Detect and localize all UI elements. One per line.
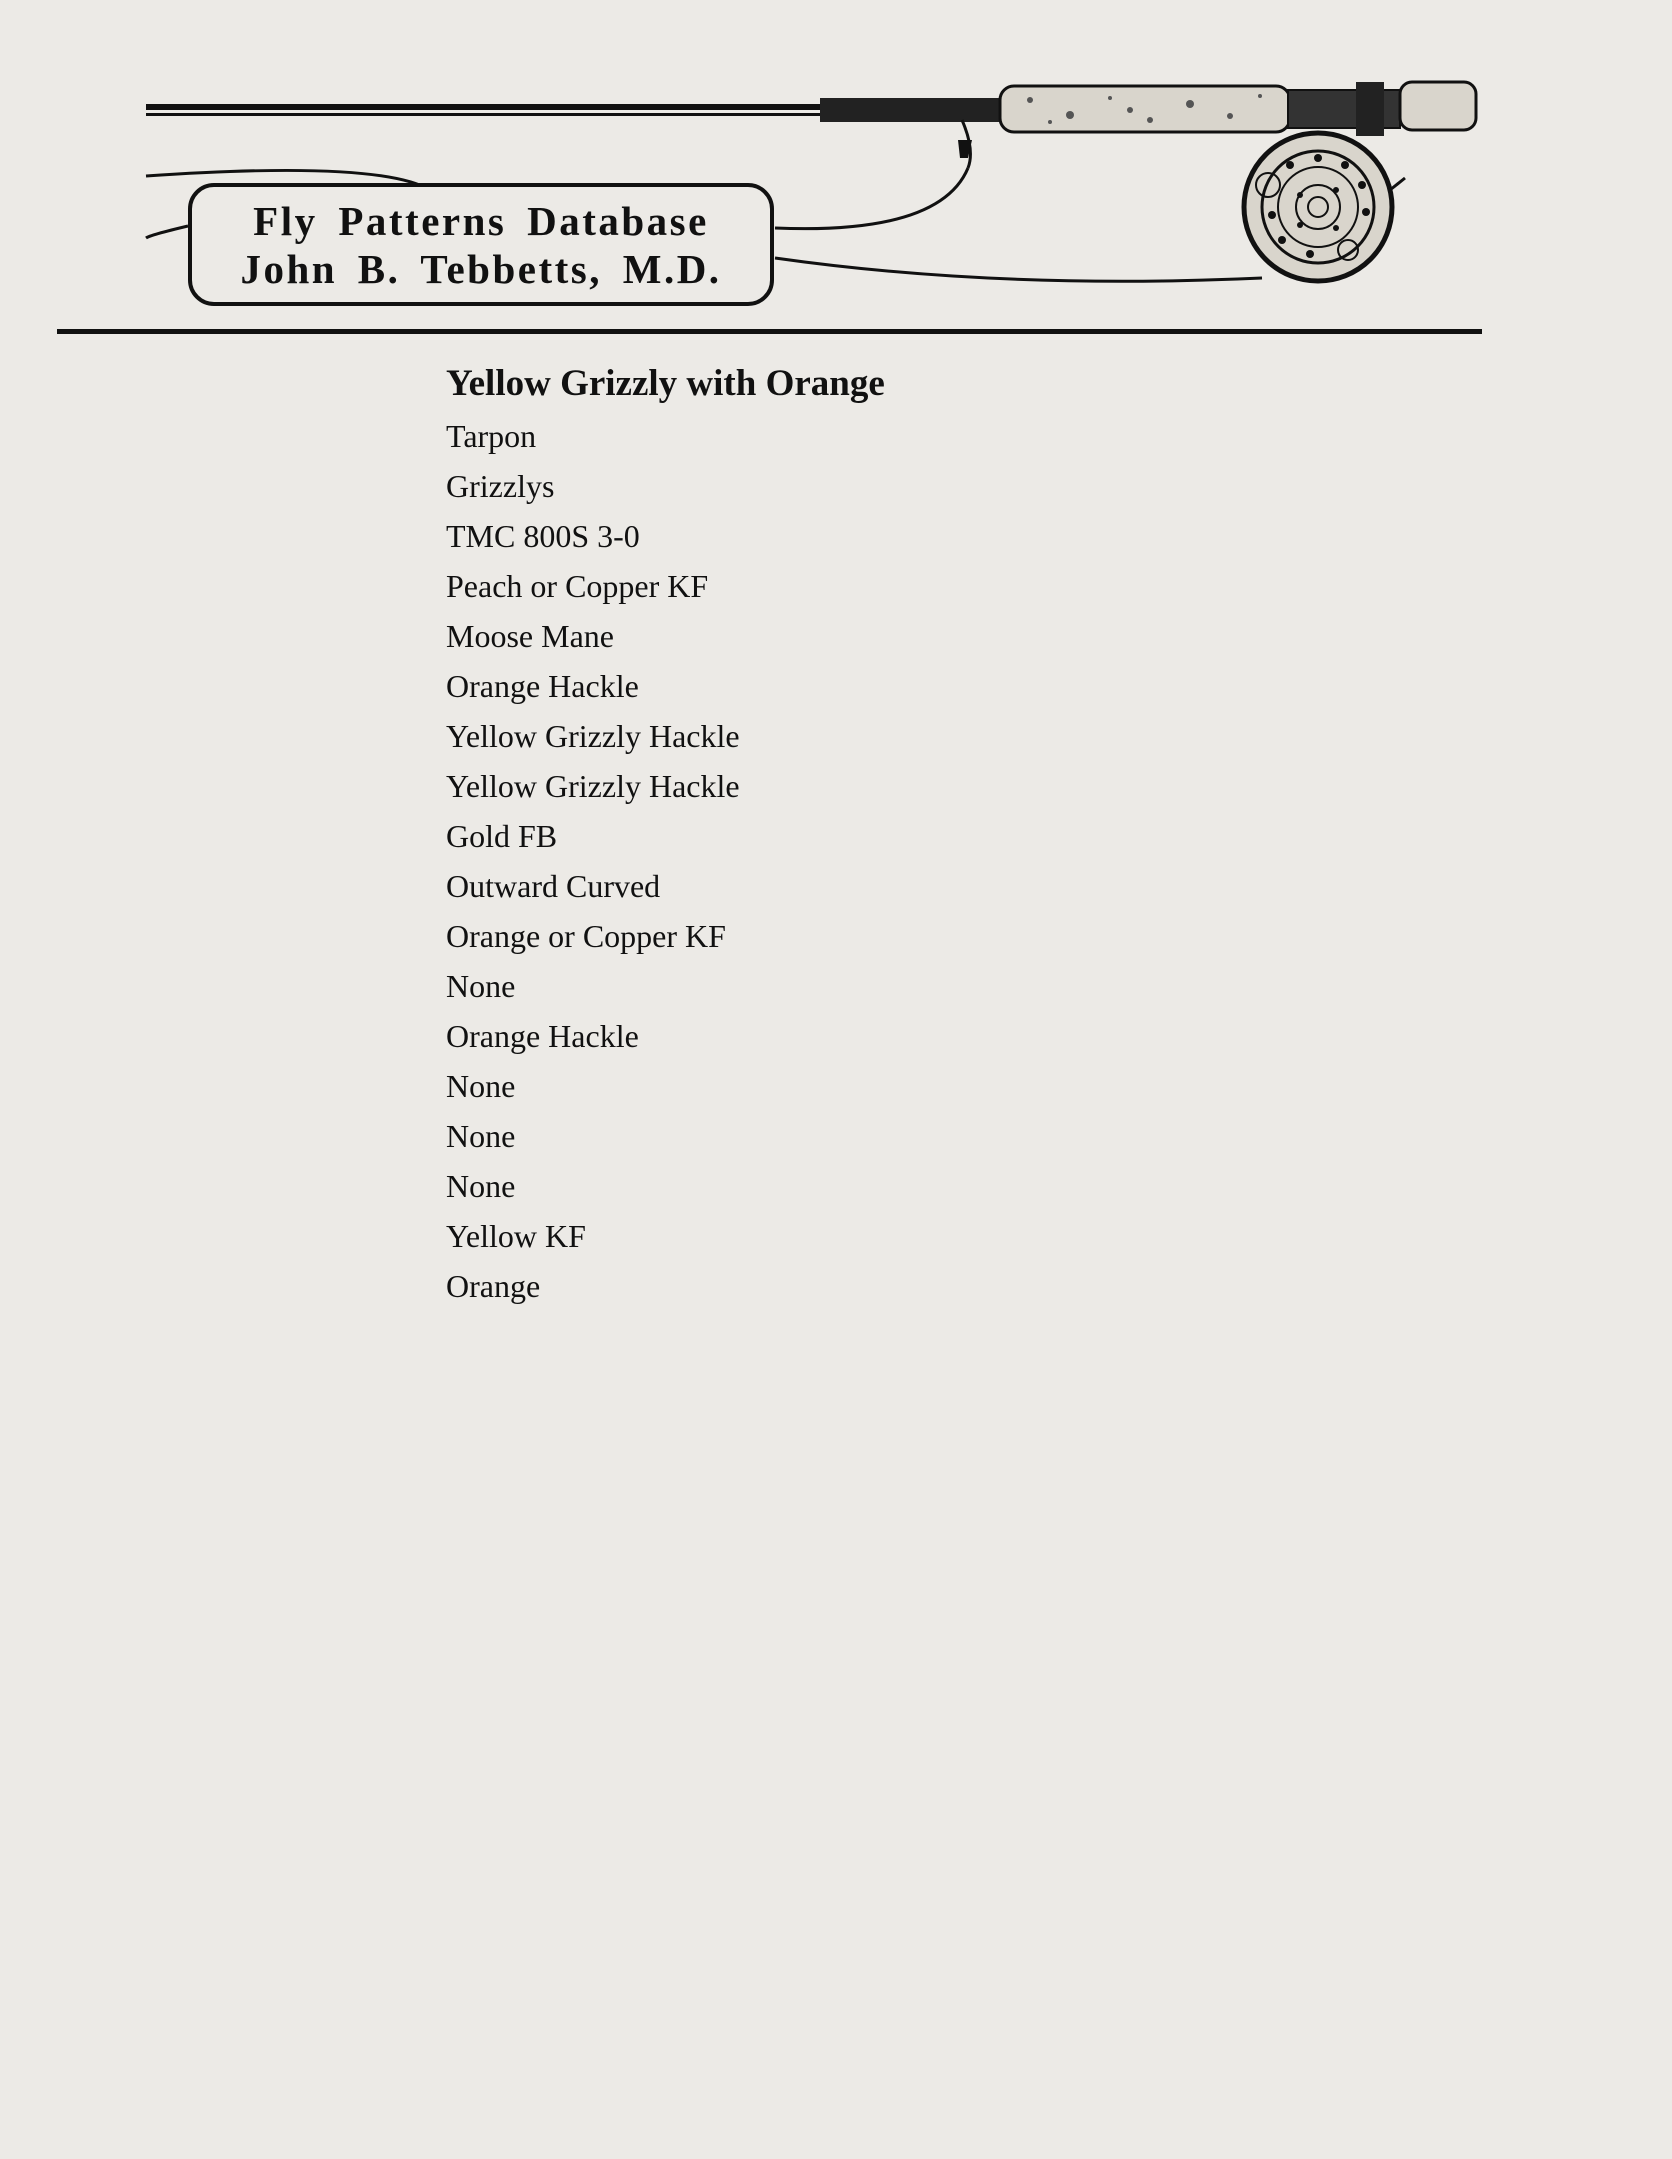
field-row-wing-outer [0, 760, 1200, 808]
field-value: None [446, 968, 516, 1004]
letterhead [0, 0, 1672, 340]
field-value: TMC 800S 3-0 [446, 518, 640, 554]
field-value: None [446, 1168, 516, 1204]
field-row-collar-front [0, 1010, 1200, 1058]
field-value: Peach or Copper KF [446, 568, 709, 604]
field-row-topping [0, 910, 1200, 958]
field-row-category [0, 410, 1200, 458]
field-value: None [446, 1068, 516, 1104]
field-row-pattern-name [0, 360, 1200, 408]
field-value: Orange Hackle [446, 668, 639, 704]
field-value: Orange Hackle [446, 1018, 639, 1054]
field-row-tail [0, 610, 1200, 658]
field-value: Moose Mane [446, 618, 614, 654]
field-row-eyes [0, 1260, 1200, 1308]
field-row-tail-flash [0, 560, 1200, 608]
field-value: Outward Curved [446, 868, 661, 904]
field-row-cheeks [0, 1110, 1200, 1158]
field-row-wing-inner [0, 660, 1200, 708]
field-value: None [446, 1118, 516, 1154]
field-row-cheek-flash [0, 1160, 1200, 1208]
header-divider [57, 329, 1482, 334]
field-row-components [0, 1426, 1200, 1516]
field-value: Orange or Copper KF [446, 918, 726, 954]
field-row-head [0, 1210, 1200, 1258]
field-row-notes [0, 1310, 1200, 1358]
field-row-applications [0, 1360, 1200, 1408]
title-box [188, 183, 774, 306]
field-row-wing-style [0, 860, 1200, 908]
field-value: Orange [446, 1268, 541, 1304]
field-value: Yellow Grizzly Hackle [446, 768, 740, 804]
field-row-sub-category [0, 460, 1200, 508]
field-row-wing-flash [0, 810, 1200, 858]
field-value: Yellow KF [446, 1218, 586, 1254]
database-title: Fly Patterns Database [253, 197, 709, 244]
field-value: Yellow Grizzly Hackle [446, 718, 740, 754]
author-name: John B. Tebbetts, M.D. [240, 245, 722, 292]
field-row-wing-middle [0, 710, 1200, 758]
field-value: Tarpon [446, 418, 537, 454]
field-row-collar-flash [0, 1060, 1200, 1108]
field-value: Grizzlys [446, 468, 555, 504]
field-row-collar-rear [0, 960, 1200, 1008]
field-value: Gold FB [446, 818, 558, 854]
field-row-hook [0, 510, 1200, 558]
field-value: Yellow Grizzly with Orange [446, 363, 885, 404]
